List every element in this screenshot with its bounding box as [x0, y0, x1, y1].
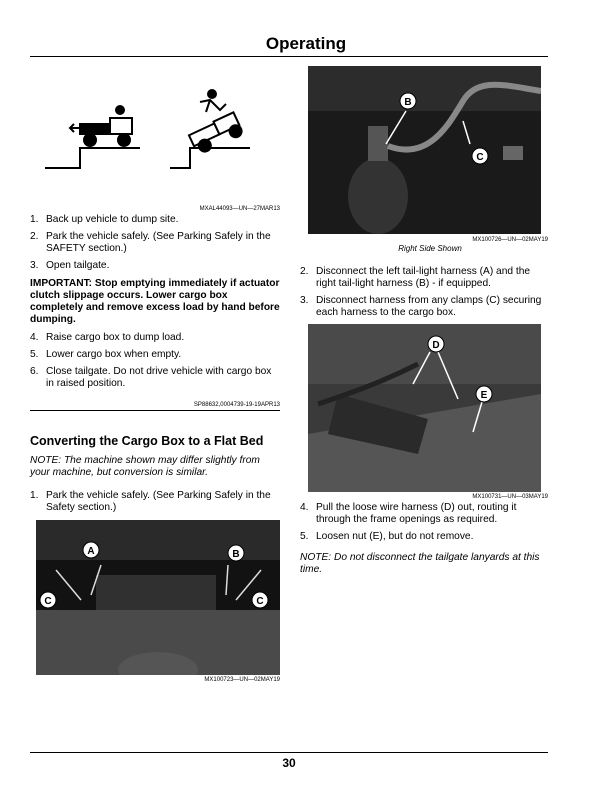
svg-text:B: B	[404, 97, 412, 108]
cargo-box-underside-photo	[36, 520, 280, 675]
label-c	[472, 148, 488, 164]
step-number: 1.	[30, 490, 39, 501]
step-text: Raise cargo box to dump load.	[46, 332, 185, 343]
tail-light-harness-photo	[308, 66, 541, 234]
svg-text:D: D	[432, 340, 440, 351]
step-text: Park the vehicle safely. (See Parking Safely in the SAFETY section.)	[46, 231, 271, 254]
important-notice: IMPORTANT: Stop emptying immediately if actuator clutch slippage occurs. Lower cargo box completely and remove excess load by hand before dumping.	[30, 278, 280, 325]
figure-code: MX100723—UN—02MAY19	[204, 677, 280, 683]
svg-text:E: E	[480, 390, 488, 401]
vehicle-backing-icon	[45, 106, 140, 168]
step-number: 2.	[30, 231, 39, 242]
svg-text:B: B	[232, 549, 240, 560]
section-rule	[30, 410, 280, 411]
list-item	[30, 366, 280, 390]
label-e	[476, 386, 492, 402]
step-number: 5.	[30, 349, 39, 360]
step-text: Park the vehicle safely. (See Parking Safely in the Safety section.)	[46, 490, 271, 513]
step-number: 3.	[30, 260, 39, 271]
section-code: SP88632,0004739-19-19APR13	[193, 402, 280, 408]
note-text: NOTE: Do not disconnect the tailgate lanyards at this time.	[300, 552, 540, 575]
right-steps-a	[300, 266, 550, 319]
step-number: 5.	[300, 531, 309, 542]
label-b	[228, 545, 244, 561]
step-park	[30, 490, 280, 514]
svg-text:C: C	[256, 596, 264, 607]
svg-text:A: A	[87, 546, 95, 557]
figure-code: MX100726—UN—02MAY19	[472, 237, 548, 243]
step-number: 1.	[30, 214, 39, 225]
dump-illustration	[30, 82, 280, 182]
list-item	[300, 502, 550, 526]
svg-text:C: C	[44, 596, 52, 607]
step-number: 2.	[300, 266, 309, 277]
step-text: Loosen nut (E), but do not remove.	[316, 531, 474, 542]
label-a	[83, 542, 99, 558]
step-text: Disconnect harness from any clamps (C) securing each harness to the cargo box.	[316, 295, 542, 318]
section-heading: Converting the Cargo Box to a Flat Bed	[30, 434, 264, 448]
list-item	[300, 266, 550, 290]
figure-caption: Right Side Shown	[398, 244, 462, 253]
vehicle-tipping-icon	[170, 90, 250, 168]
figure-code: MXAL44093—UN—27MAR13	[199, 206, 280, 212]
step-number: 6.	[30, 366, 39, 377]
list-item	[30, 231, 280, 255]
step-number: 4.	[300, 502, 309, 513]
label-d	[428, 336, 444, 352]
list-item	[30, 332, 280, 344]
header-rule	[30, 56, 548, 57]
left-column-text	[30, 214, 280, 390]
step-text: Pull the loose wire harness (D) out, routing it through the frame openings as required.	[316, 502, 517, 525]
list-item	[30, 349, 280, 361]
step-text: Back up vehicle to dump site.	[46, 214, 179, 225]
page-title: Operating	[265, 34, 347, 53]
step-text: Open tailgate.	[46, 260, 110, 271]
frame-harness-photo	[308, 324, 541, 492]
label-c-right	[252, 592, 268, 608]
step-text: Close tailgate. Do not drive vehicle with cargo box in raised position.	[46, 366, 272, 389]
step-text: Lower cargo box when empty.	[46, 349, 182, 360]
label-c-left	[40, 592, 56, 608]
list-item	[300, 531, 550, 543]
svg-text:C: C	[476, 152, 484, 163]
list-item	[300, 295, 550, 319]
step-text: Disconnect the left tail-light harness (A) and the right tail-light harness (B) - if equipped.	[316, 266, 531, 289]
note-text: NOTE: The machine shown may differ slightly from your machine, but conversion is similar.	[30, 455, 260, 478]
list-item	[30, 260, 280, 272]
footer-rule	[30, 752, 548, 753]
step-number: 4.	[30, 332, 39, 343]
label-b	[400, 93, 416, 109]
page-number: 30	[282, 756, 296, 770]
step-number: 3.	[300, 295, 309, 306]
right-steps-b	[300, 502, 550, 543]
list-item	[30, 214, 280, 226]
figure-code: MX100731—UN—03MAY19	[472, 494, 548, 500]
